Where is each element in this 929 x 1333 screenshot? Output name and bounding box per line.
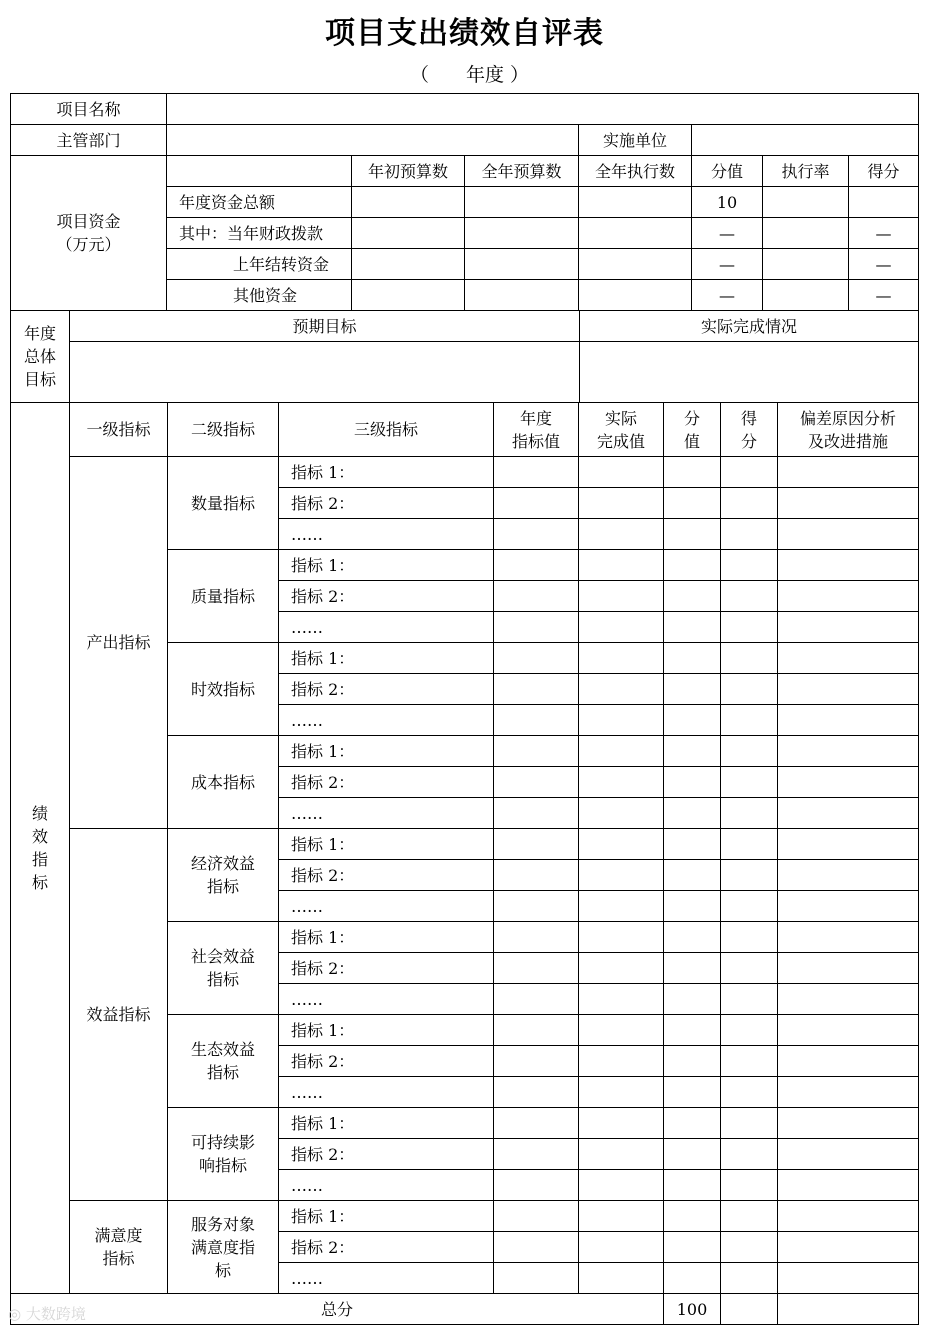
annual-target-cell[interactable] (494, 550, 579, 581)
actual-value-cell[interactable] (579, 922, 664, 953)
deviation-cell[interactable] (778, 581, 919, 612)
actual-value-cell[interactable] (579, 798, 664, 829)
got-cell[interactable] (721, 736, 778, 767)
actual-value-cell[interactable] (579, 1015, 664, 1046)
dept-label: 主管部门 (11, 125, 167, 156)
funds-cell[interactable] (352, 218, 465, 249)
deviation-cell[interactable] (778, 953, 919, 984)
actual-value-cell[interactable] (579, 705, 664, 736)
level2-header: 二级指标 (168, 403, 279, 457)
deviation-cell[interactable] (778, 891, 919, 922)
score-cell[interactable] (664, 705, 721, 736)
goals-label: 年度 总体 目标 (11, 311, 70, 403)
annual-target-cell[interactable] (494, 674, 579, 705)
deviation-cell[interactable] (778, 922, 919, 953)
annual-target-cell[interactable] (494, 1201, 579, 1232)
funds-header: 得分 (849, 156, 919, 187)
annual-target-header: 年度 指标值 (494, 403, 579, 457)
dept-field[interactable] (167, 125, 579, 156)
level2-indicator: 生态效益 指标 (168, 1015, 279, 1108)
annual-target-cell[interactable] (494, 860, 579, 891)
funds-score-cell: — (692, 249, 763, 280)
score-cell[interactable] (664, 736, 721, 767)
funds-score-cell: 10 (692, 187, 763, 218)
level2-indicator: 数量指标 (168, 457, 279, 550)
annual-target-cell[interactable] (494, 519, 579, 550)
funds-cell[interactable] (465, 249, 579, 280)
deviation-cell[interactable] (778, 674, 919, 705)
got-cell[interactable] (721, 860, 778, 891)
funds-got-cell[interactable] (849, 187, 919, 218)
actual-value-cell[interactable] (579, 488, 664, 519)
project-name-field[interactable] (167, 94, 919, 125)
got-cell[interactable] (721, 1108, 778, 1139)
goals-table (10, 310, 919, 403)
funds-row-label: 其中：当年财政拨款 (167, 218, 352, 249)
score-cell[interactable] (664, 674, 721, 705)
annual-target-cell[interactable] (494, 1263, 579, 1294)
level3-indicator[interactable]: 指标 1： (279, 736, 494, 767)
got-header: 得 分 (721, 403, 778, 457)
funds-header: 执行率 (763, 156, 849, 187)
score-cell[interactable] (664, 1263, 721, 1294)
score-cell[interactable] (664, 488, 721, 519)
funds-cell[interactable] (465, 218, 579, 249)
annual-target-cell[interactable] (494, 1170, 579, 1201)
level3-indicator[interactable]: 指标 2： (279, 953, 494, 984)
deviation-cell[interactable] (778, 1077, 919, 1108)
score-cell[interactable] (664, 1077, 721, 1108)
deviation-header: 偏差原因分析 及改进措施 (778, 403, 919, 457)
annual-target-cell[interactable] (494, 1139, 579, 1170)
actual-value-cell[interactable] (579, 860, 664, 891)
deviation-cell[interactable] (778, 984, 919, 1015)
impl-unit-label: 实施单位 (579, 125, 692, 156)
actual-value-cell[interactable] (579, 643, 664, 674)
annual-target-cell[interactable] (494, 488, 579, 519)
actual-value-cell[interactable] (579, 457, 664, 488)
funds-cell[interactable] (579, 249, 692, 280)
annual-target-cell[interactable] (494, 1046, 579, 1077)
actual-completion-field[interactable] (580, 342, 919, 403)
actual-value-cell[interactable] (579, 1263, 664, 1294)
annual-target-cell[interactable] (494, 1108, 579, 1139)
score-cell[interactable] (664, 798, 721, 829)
level3-header: 三级指标 (279, 403, 494, 457)
level3-indicator[interactable]: …… (279, 1170, 494, 1201)
annual-target-cell[interactable] (494, 1015, 579, 1046)
score-cell[interactable] (664, 922, 721, 953)
score-cell[interactable] (664, 1139, 721, 1170)
deviation-cell[interactable] (778, 829, 919, 860)
deviation-cell[interactable] (778, 519, 919, 550)
deviation-cell[interactable] (778, 643, 919, 674)
level2-indicator: 质量指标 (168, 550, 279, 643)
level3-indicator[interactable]: 指标 1： (279, 550, 494, 581)
level3-indicator[interactable]: 指标 1： (279, 922, 494, 953)
actual-completion-header: 实际完成情况 (580, 311, 919, 342)
actual-value-cell[interactable] (579, 1046, 664, 1077)
got-cell[interactable] (721, 767, 778, 798)
score-header: 分 值 (664, 403, 721, 457)
actual-value-header: 实际 完成值 (579, 403, 664, 457)
actual-value-cell[interactable] (579, 550, 664, 581)
got-cell[interactable] (721, 581, 778, 612)
level3-indicator[interactable]: …… (279, 705, 494, 736)
got-cell[interactable] (721, 1046, 778, 1077)
impl-unit-field[interactable] (692, 125, 919, 156)
got-cell[interactable] (721, 674, 778, 705)
funds-cell[interactable] (579, 187, 692, 218)
level1-indicator: 产出指标 (70, 457, 168, 829)
actual-value-cell[interactable] (579, 829, 664, 860)
score-cell[interactable] (664, 581, 721, 612)
funds-cell[interactable] (352, 187, 465, 218)
level3-indicator[interactable]: …… (279, 984, 494, 1015)
annual-target-cell[interactable] (494, 643, 579, 674)
level3-indicator[interactable]: 指标 2： (279, 1232, 494, 1263)
level3-indicator[interactable]: 指标 2： (279, 1046, 494, 1077)
annual-target-cell[interactable] (494, 612, 579, 643)
deviation-cell[interactable] (778, 1046, 919, 1077)
level1-header: 一级指标 (70, 403, 168, 457)
annual-target-cell[interactable] (494, 736, 579, 767)
got-cell[interactable] (721, 1263, 778, 1294)
expected-goal-field[interactable] (70, 342, 580, 403)
funds-rate-cell[interactable] (763, 280, 849, 311)
deviation-cell[interactable] (778, 1170, 919, 1201)
level3-indicator[interactable]: 指标 1： (279, 1108, 494, 1139)
funds-row-label: 上年结转资金 (167, 249, 352, 280)
got-cell[interactable] (721, 984, 778, 1015)
deviation-cell[interactable] (778, 1015, 919, 1046)
annual-target-cell[interactable] (494, 891, 579, 922)
score-cell[interactable] (664, 1046, 721, 1077)
level1-indicator: 效益指标 (70, 829, 168, 1201)
got-cell[interactable] (721, 705, 778, 736)
level2-indicator: 时效指标 (168, 643, 279, 736)
score-cell[interactable] (664, 767, 721, 798)
got-cell[interactable] (721, 643, 778, 674)
actual-value-cell[interactable] (579, 1108, 664, 1139)
funds-row-label: 其他资金 (167, 280, 352, 311)
annual-target-cell[interactable] (494, 705, 579, 736)
level3-indicator[interactable]: …… (279, 798, 494, 829)
annual-target-cell[interactable] (494, 767, 579, 798)
performance-table (10, 402, 919, 1325)
level3-indicator[interactable]: …… (279, 1263, 494, 1294)
deviation-cell[interactable] (778, 1108, 919, 1139)
total-row (11, 1294, 919, 1325)
deviation-cell[interactable] (778, 1263, 919, 1294)
total-got[interactable] (721, 1294, 778, 1325)
funds-cell[interactable] (465, 280, 579, 311)
actual-value-cell[interactable] (579, 581, 664, 612)
got-cell[interactable] (721, 1015, 778, 1046)
total-label: 总分 (11, 1294, 664, 1325)
subtitle-year: 年度 (466, 64, 505, 86)
funds-cell[interactable] (465, 187, 579, 218)
deviation-cell[interactable] (778, 612, 919, 643)
funds-cell[interactable] (352, 249, 465, 280)
level3-indicator[interactable]: 指标 2： (279, 767, 494, 798)
actual-value-cell[interactable] (579, 891, 664, 922)
subtitle-open-paren: （ (410, 64, 430, 86)
got-cell[interactable] (721, 798, 778, 829)
got-cell[interactable] (721, 612, 778, 643)
level1-indicator: 满意度 指标 (70, 1201, 168, 1294)
funds-got-cell: — (849, 280, 919, 311)
annual-target-cell[interactable] (494, 1077, 579, 1108)
level3-indicator[interactable]: 指标 2： (279, 674, 494, 705)
actual-value-cell[interactable] (579, 612, 664, 643)
score-cell[interactable] (664, 891, 721, 922)
score-cell[interactable] (664, 643, 721, 674)
level3-indicator[interactable]: 指标 2： (279, 581, 494, 612)
funds-rate-cell[interactable] (763, 218, 849, 249)
annual-target-cell[interactable] (494, 984, 579, 1015)
level3-indicator[interactable]: 指标 1： (279, 1201, 494, 1232)
annual-target-cell[interactable] (494, 1232, 579, 1263)
deviation-cell[interactable] (778, 1139, 919, 1170)
deviation-cell[interactable] (778, 860, 919, 891)
level3-indicator[interactable]: 指标 2： (279, 860, 494, 891)
level3-indicator[interactable]: …… (279, 519, 494, 550)
level3-indicator[interactable]: …… (279, 612, 494, 643)
actual-value-cell[interactable] (579, 953, 664, 984)
funds-label: 项目资金 （万元） (11, 156, 167, 311)
got-cell[interactable] (721, 891, 778, 922)
level2-indicator: 成本指标 (168, 736, 279, 829)
score-cell[interactable] (664, 860, 721, 891)
score-cell[interactable] (664, 1201, 721, 1232)
got-cell[interactable] (721, 1170, 778, 1201)
funds-rate-cell[interactable] (763, 187, 849, 218)
got-cell[interactable] (721, 1201, 778, 1232)
level2-indicator: 经济效益 指标 (168, 829, 279, 922)
level2-indicator: 社会效益 指标 (168, 922, 279, 1015)
level3-indicator[interactable]: 指标 2： (279, 1139, 494, 1170)
funds-table (10, 93, 919, 311)
deviation-cell[interactable] (778, 767, 919, 798)
deviation-cell[interactable] (778, 457, 919, 488)
deviation-cell[interactable] (778, 1232, 919, 1263)
funds-cell[interactable] (579, 280, 692, 311)
actual-value-cell[interactable] (579, 984, 664, 1015)
score-cell[interactable] (664, 1232, 721, 1263)
level3-indicator[interactable]: 指标 1： (279, 457, 494, 488)
level2-indicator: 可持续影 响指标 (168, 1108, 279, 1201)
performance-label: 绩 效 指 标 (11, 403, 70, 1294)
got-cell[interactable] (721, 829, 778, 860)
actual-value-cell[interactable] (579, 767, 664, 798)
got-cell[interactable] (721, 519, 778, 550)
indicator-row (11, 457, 919, 488)
deviation-cell[interactable] (778, 550, 919, 581)
got-cell[interactable] (721, 550, 778, 581)
score-cell[interactable] (664, 519, 721, 550)
form-title: 项目支出绩效自评表 (325, 16, 604, 51)
deviation-cell[interactable] (778, 488, 919, 519)
got-cell[interactable] (721, 953, 778, 984)
total-deviation[interactable] (778, 1294, 919, 1325)
funds-cell[interactable] (579, 218, 692, 249)
annual-target-cell[interactable] (494, 457, 579, 488)
score-cell[interactable] (664, 550, 721, 581)
got-cell[interactable] (721, 1139, 778, 1170)
annual-target-cell[interactable] (494, 922, 579, 953)
indicator-row (11, 829, 919, 860)
total-score: 100 (664, 1294, 721, 1325)
funds-score-cell: — (692, 218, 763, 249)
funds-header: 年初预算数 (352, 156, 465, 187)
score-cell[interactable] (664, 829, 721, 860)
funds-header: 分值 (692, 156, 763, 187)
annual-target-cell[interactable] (494, 953, 579, 984)
actual-value-cell[interactable] (579, 736, 664, 767)
funds-header: 全年执行数 (579, 156, 692, 187)
score-cell[interactable] (664, 1108, 721, 1139)
got-cell[interactable] (721, 488, 778, 519)
project-name-label: 项目名称 (11, 94, 167, 125)
annual-target-cell[interactable] (494, 829, 579, 860)
level3-indicator[interactable]: …… (279, 1077, 494, 1108)
got-cell[interactable] (721, 922, 778, 953)
score-cell[interactable] (664, 457, 721, 488)
expected-goal-header: 预期目标 (70, 311, 580, 342)
actual-value-cell[interactable] (579, 1077, 664, 1108)
actual-value-cell[interactable] (579, 1232, 664, 1263)
annual-target-cell[interactable] (494, 798, 579, 829)
funds-row-label: 年度资金总额 (167, 187, 352, 218)
annual-target-cell[interactable] (494, 581, 579, 612)
deviation-cell[interactable] (778, 1201, 919, 1232)
funds-rate-cell[interactable] (763, 249, 849, 280)
got-cell[interactable] (721, 1232, 778, 1263)
actual-value-cell[interactable] (579, 1170, 664, 1201)
deviation-cell[interactable] (778, 705, 919, 736)
indicator-row (11, 1201, 919, 1232)
funds-header-blank (167, 156, 352, 187)
level3-indicator[interactable]: …… (279, 891, 494, 922)
got-cell[interactable] (721, 457, 778, 488)
score-cell[interactable] (664, 1170, 721, 1201)
funds-cell[interactable] (352, 280, 465, 311)
actual-value-cell[interactable] (579, 519, 664, 550)
deviation-cell[interactable] (778, 736, 919, 767)
got-cell[interactable] (721, 1077, 778, 1108)
level3-indicator[interactable]: 指标 2： (279, 488, 494, 519)
subtitle-close-paren: ） (510, 64, 530, 86)
funds-score-cell: — (692, 280, 763, 311)
score-cell[interactable] (664, 953, 721, 984)
watermark-logo: ◎ 大数跨境 (8, 1305, 86, 1323)
actual-value-cell[interactable] (579, 1201, 664, 1232)
level3-indicator[interactable]: 指标 1： (279, 643, 494, 674)
funds-header: 全年预算数 (465, 156, 579, 187)
level3-indicator[interactable]: 指标 1： (279, 829, 494, 860)
score-cell[interactable] (664, 984, 721, 1015)
funds-got-cell: — (849, 218, 919, 249)
actual-value-cell[interactable] (579, 1139, 664, 1170)
score-cell[interactable] (664, 1015, 721, 1046)
level3-indicator[interactable]: 指标 1： (279, 1015, 494, 1046)
deviation-cell[interactable] (778, 798, 919, 829)
score-cell[interactable] (664, 612, 721, 643)
level2-indicator: 服务对象 满意度指 标 (168, 1201, 279, 1294)
funds-got-cell: — (849, 249, 919, 280)
actual-value-cell[interactable] (579, 674, 664, 705)
